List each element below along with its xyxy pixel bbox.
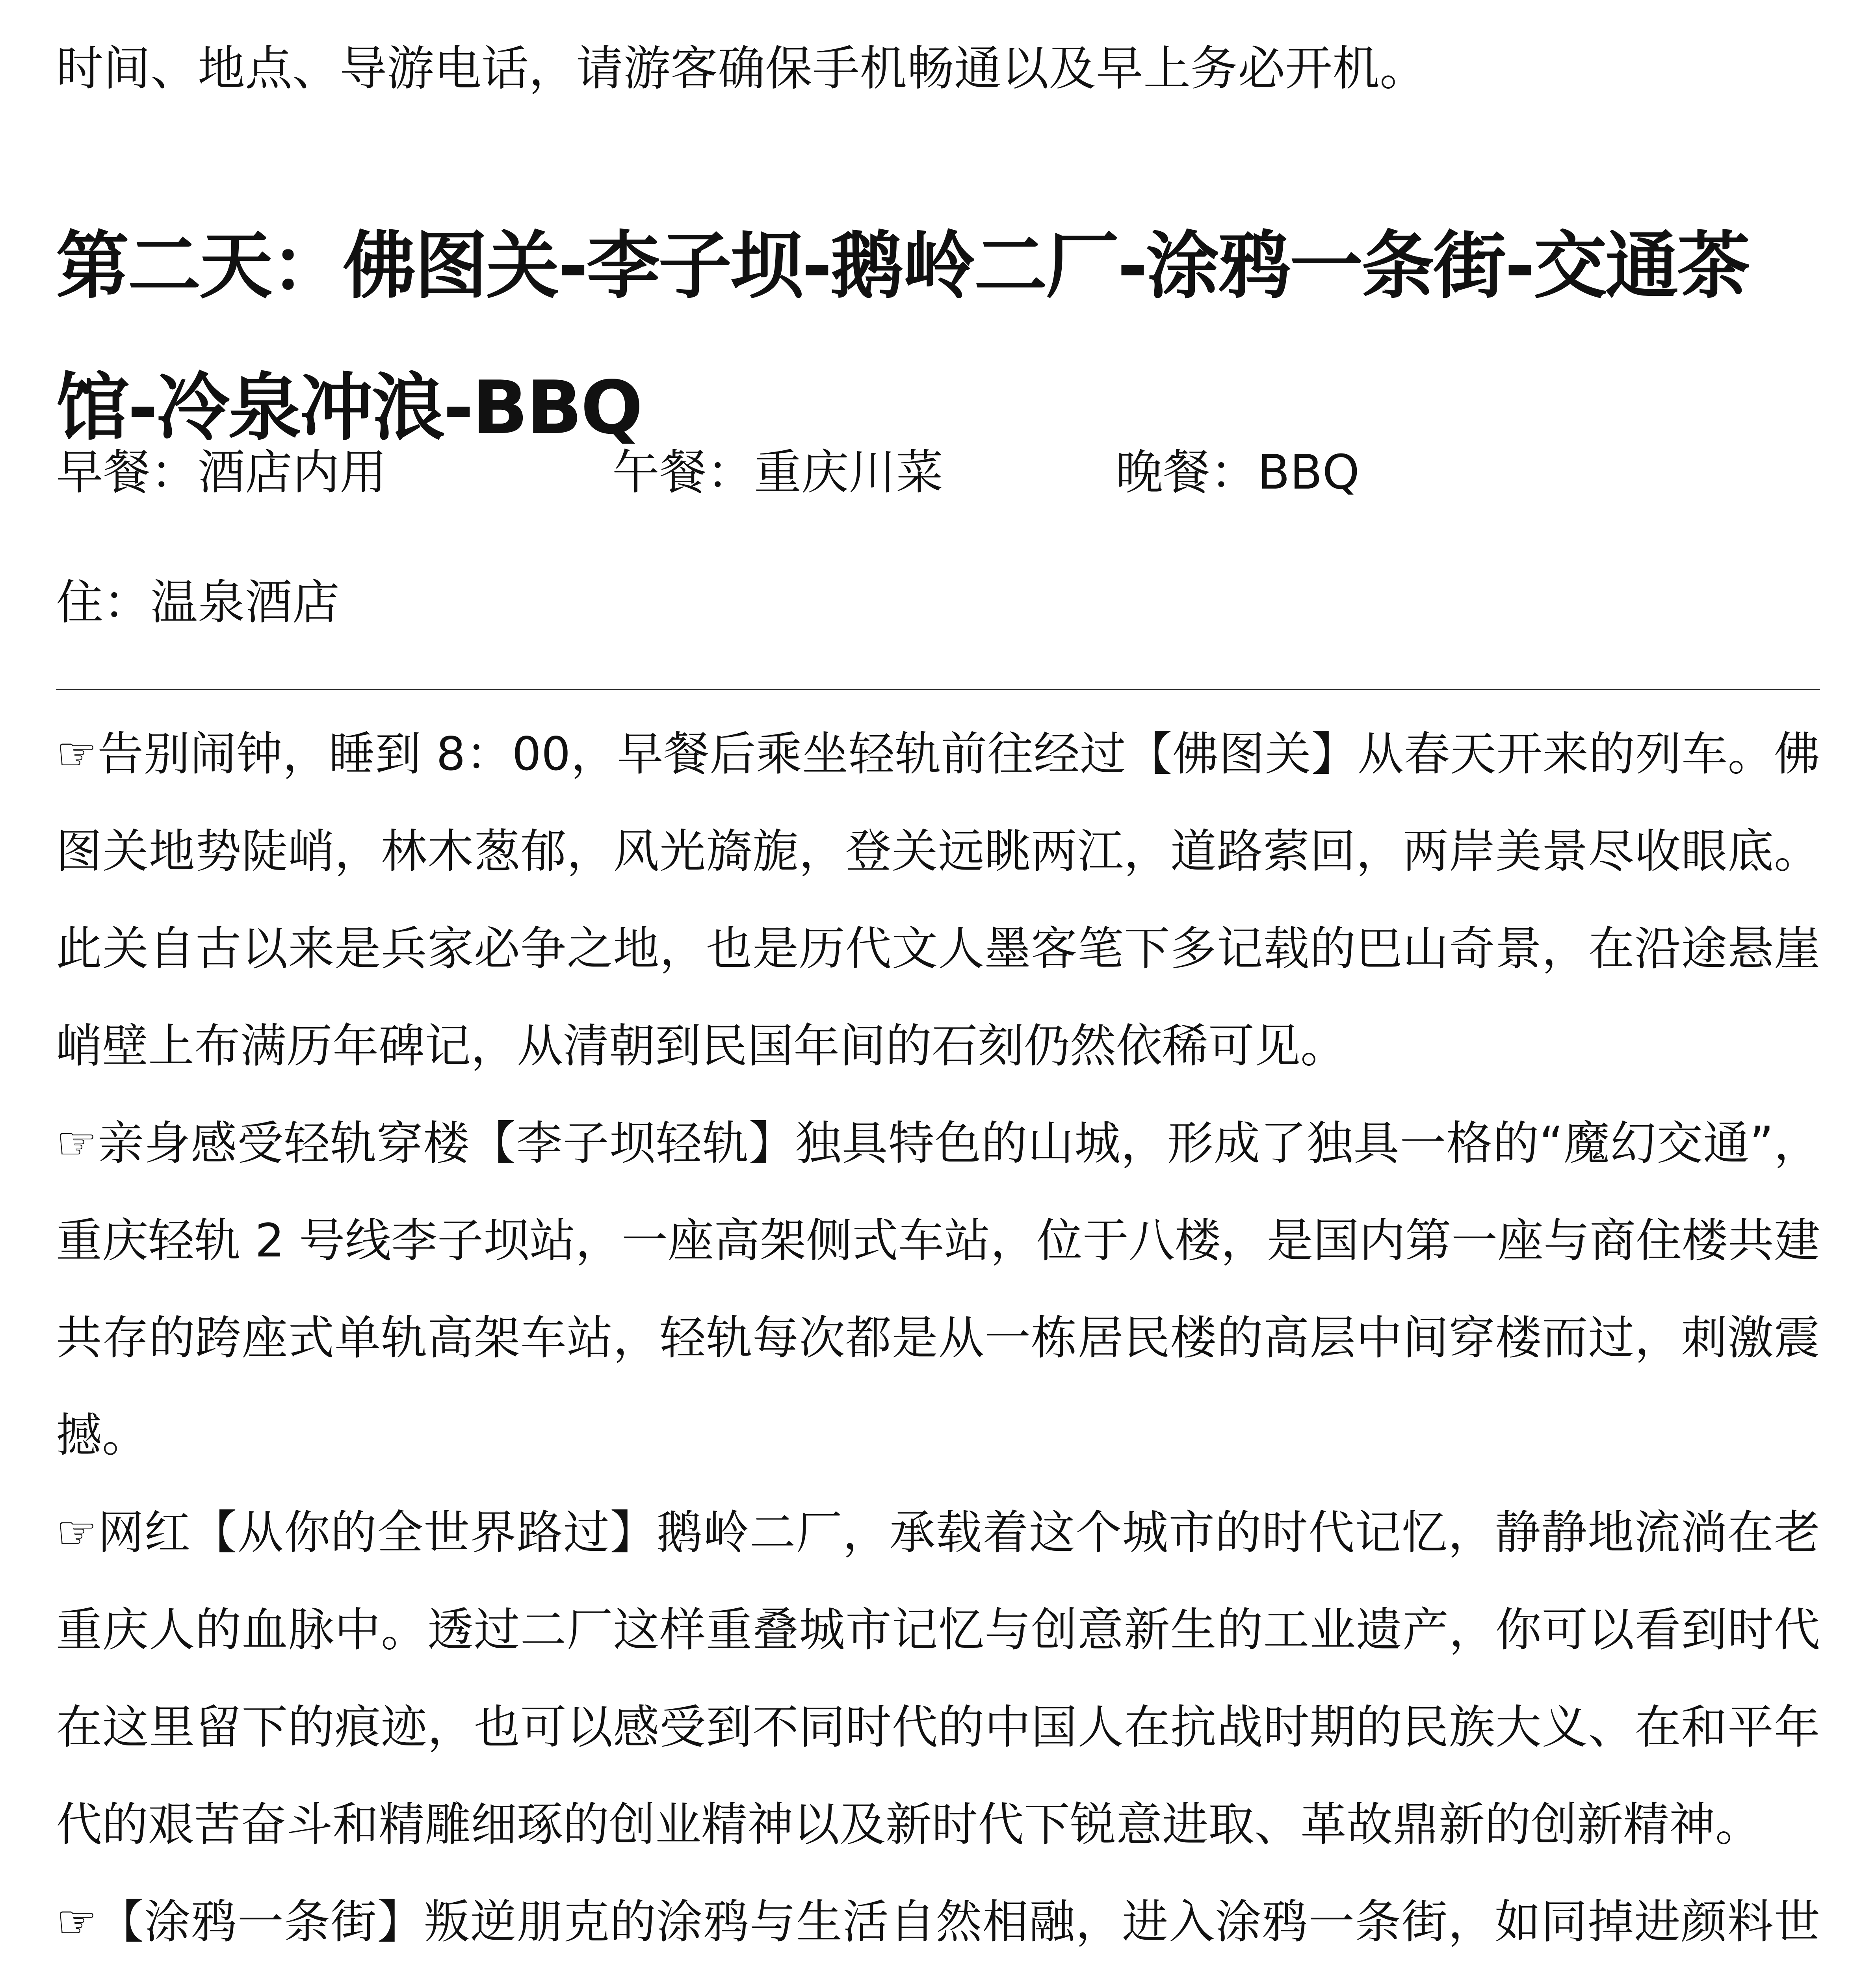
itinerary-details: [56, 705, 1820, 1970]
section-divider: [56, 689, 1820, 690]
fotuguan-paragraph: ☞告别闹钟，睡到 8：00，早餐后乘坐轻轨前往经过【佛图关】从春天开来的列车。佛图关地势陡峭，林木葱郁，风光旖旎，登关远眺两江，道路萦回，两岸美景尽收眼底。此关自古以来是兵家必争之地，也是历代文人墨客笔下多记载的巴山奇景，在沿途悬崖峭壁上布满历年碑记，从清朝到民国年间的石刻仍然依稀可见。: [56, 727, 1820, 1073]
day-two-title: 第二天：佛图关-李子坝-鹅岭二厂-涂鸦一条街-交通茶馆-冷泉冲浪-BBQ: [56, 223, 1749, 450]
lodging-info: 住：温泉酒店: [56, 575, 340, 630]
dinner-info: 晚餐：BBQ: [1116, 445, 1360, 500]
previous-day-note: 时间、地点、导游电话，请游客确保手机畅通以及早上务必开机。: [56, 41, 1427, 96]
liziba-light-rail-paragraph: ☞亲身感受轻轨穿楼【李子坝轻轨】独具特色的山城，形成了独具一格的“魔幻交通”，重庆轻轨 2 号线李子坝站，一座高架侧式车站，位于八楼，是国内第一座与商住楼共建共存的跨座式单轨高架车站，轻轨每次都是从一栋居民楼的高层中间穿楼而过，刺激震撼。: [56, 1116, 1820, 1462]
lunch-info: 午餐：重庆川菜: [612, 445, 943, 500]
meal-plan: [56, 445, 1820, 500]
breakfast-info: 早餐：酒店内用: [56, 445, 387, 500]
graffiti-street-paragraph: ☞【涂鸦一条街】叛逆朋克的涂鸦与生活自然相融，进入涂鸦一条街，如同掉进颜料世: [56, 1895, 1820, 1949]
eling-factory-paragraph: ☞网红【从你的全世界路过】鹅岭二厂，承载着这个城市的时代记忆，静静地流淌在老重庆人的血脉中。透过二厂这样重叠城市记忆与创意新生的工业遗产，你可以看到时代在这里留下的痕迹，也可以感受到不同时代的中国人在抗战时期的民族大义、在和平年代的艰苦奋斗和精雕细琢的创业精神以及新时代下锐意进取、革故鼎新的创新精神。: [56, 1505, 1820, 1851]
itinerary-page: [56, 0, 1820, 1970]
